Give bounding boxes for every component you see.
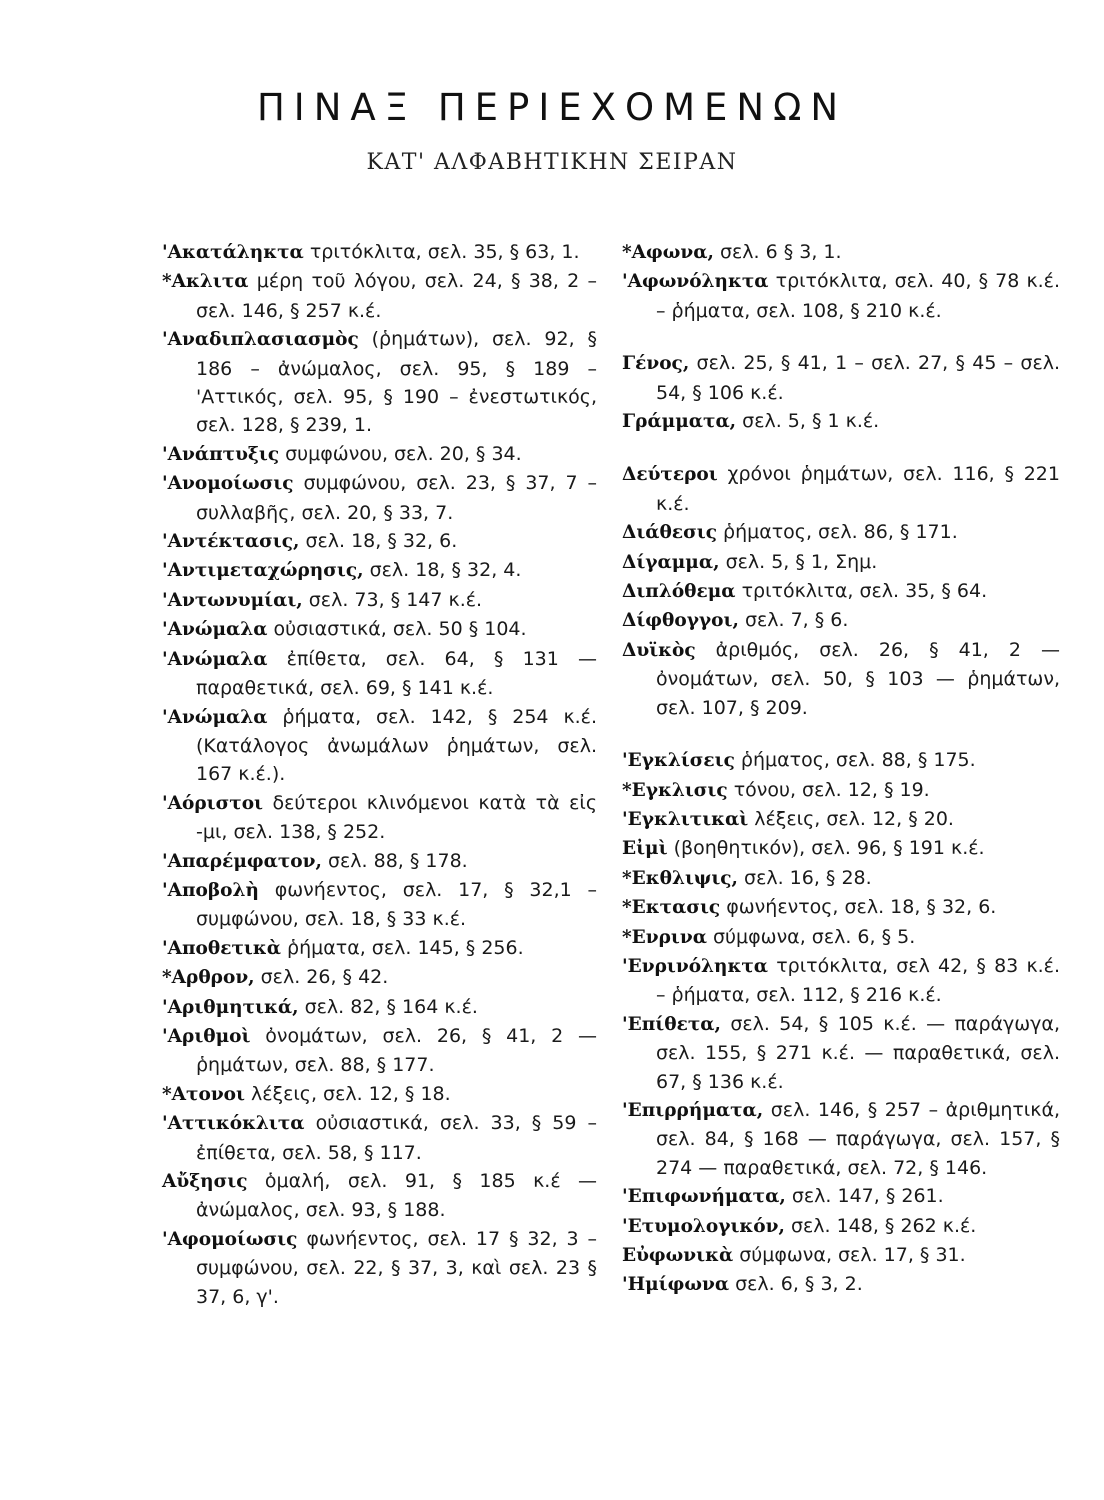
entry-references: ἀριθμός, σελ. 26, § 41, 2 — ὀνομάτων, σελ. 50, § 103 — ῥημάτων, σελ. 107, § 209.: [656, 638, 1060, 719]
entry-headword: 'Ανάπτυξις: [162, 443, 280, 465]
entry-headword: Δεύτεροι: [622, 464, 718, 486]
entry-headword: Γράμματα,: [622, 411, 737, 433]
entry-headword: 'Επιρρήματα,: [622, 1099, 764, 1121]
entry-headword: Εἰμὶ: [622, 838, 668, 860]
entry-references: σελ. 7, § 6.: [744, 609, 849, 632]
entry-references: τριτόκλιτα, σελ. 35, § 63, 1.: [309, 241, 580, 263]
entry-references: σελ. 6 § 3, 1.: [719, 241, 842, 263]
entry-headword: *Ακλιτα: [162, 271, 249, 293]
index-entry: [162, 876, 597, 934]
entry-headword: *Εκτασις: [622, 897, 721, 919]
entry-headword: 'Αφομοίωσις: [162, 1228, 298, 1250]
entry-headword: 'Επιφωνήματα,: [622, 1186, 786, 1208]
index-entry: [622, 349, 1060, 407]
index-entry: [622, 776, 1060, 805]
index-entry: [162, 469, 597, 527]
entry-headword: Εὐφωνικὰ: [622, 1245, 734, 1266]
entry-headword: 'Αντιμεταχώρησις,: [162, 560, 364, 582]
index-entry: [162, 1225, 597, 1311]
section-gap: [622, 436, 1060, 460]
entry-references: (βοηθητικόν), σελ. 96, § 191 κ.έ.: [673, 837, 985, 860]
page-subtitle: ΚΑΤ' ΑΛΦΑΒΗΤΙΚΗΝ ΣΕΙΡΑΝ: [366, 150, 738, 175]
entry-references: μέρη τοῦ λόγου, σελ. 24, § 38, 2 – σελ. 146, § 257 κ.έ.: [196, 270, 597, 322]
entry-headword: 'Αναδιπλασιασμὸς: [162, 329, 359, 351]
entry-headword: 'Αντέκτασις,: [162, 531, 300, 553]
entry-headword: 'Αριθμοὶ: [162, 1025, 251, 1047]
entry-headword: 'Ανομοίωσις: [162, 473, 294, 495]
entry-headword: Διάθεσις: [622, 522, 717, 544]
entry-references: ἐπίθετα, σελ. 64, § 131 — παραθετικά, σελ. 69, § 141 κ.έ.: [196, 647, 597, 700]
entry-headword: *Εγκλισις: [622, 779, 728, 801]
index-entry: [622, 923, 1060, 952]
entry-headword: *Ατονοι: [162, 1083, 245, 1105]
entry-headword: 'Αποθετικὰ: [162, 937, 281, 959]
index-entry: [162, 934, 597, 963]
entry-headword: Δυϊκὸς: [622, 639, 696, 661]
entry-headword: 'Ανώμαλα: [162, 706, 268, 728]
index-entry: [162, 1167, 597, 1225]
entry-references: τριτόκλιτα, σελ 42, § 83 κ.έ. – ῥήματα, σελ. 112, § 216 κ.έ.: [656, 954, 1060, 1007]
entry-references: σελ. 18, § 32, 4.: [369, 559, 522, 582]
index-entry: [622, 1241, 1060, 1270]
index-entry: [162, 645, 597, 703]
index-entry: [622, 1182, 1060, 1211]
index-entry: [162, 963, 597, 992]
section-gap: [622, 325, 1060, 349]
index-entry: [622, 893, 1060, 922]
index-entry: [162, 1022, 597, 1080]
index-column-left: [162, 238, 597, 1311]
index-entry: [622, 460, 1060, 518]
entry-headword: *Αρθρον,: [162, 967, 255, 989]
index-entry: [162, 1080, 597, 1109]
index-entry: [622, 1096, 1060, 1182]
entry-headword: Δίγαμμα,: [622, 551, 720, 573]
entry-references: σελ. 148, § 262 κ.έ.: [790, 1214, 977, 1237]
index-entry: [162, 527, 597, 556]
entry-references: σελ. 25, § 41, 1 – σελ. 27, § 45 – σελ. 54, § 106 κ.έ.: [656, 352, 1061, 404]
entry-headword: 'Ανώμαλα: [162, 648, 268, 670]
entry-headword: Δίφθογγοι,: [622, 610, 739, 632]
entry-references: ὀνομάτων, σελ. 26, § 41, 2 — ῥημάτων, σελ. 88, § 177.: [196, 1024, 597, 1077]
entry-references: φωνήεντος, σελ. 18, § 32, 6.: [726, 896, 997, 919]
entry-references: τριτόκλιτα, σελ. 35, § 64.: [741, 580, 988, 603]
index-entry: [622, 577, 1060, 606]
entry-references: σελ. 18, § 32, 6.: [305, 530, 458, 553]
entry-headword: 'Αποβολὴ: [162, 879, 259, 901]
entry-headword: 'Αντωνυμίαι,: [162, 589, 303, 611]
index-entry: [162, 238, 597, 267]
entry-references: ῥήματα, σελ. 145, § 256.: [287, 936, 524, 959]
entry-references: λέξεις, σελ. 12, § 20.: [754, 807, 954, 830]
index-entry: [622, 238, 1060, 267]
entry-references: ῥήματος, σελ. 88, § 175.: [740, 749, 976, 772]
entry-headword: 'Εγκλιτικαὶ: [622, 808, 749, 830]
entry-references: σύμφωνα, σελ. 6, § 5.: [713, 925, 916, 948]
entry-references: σελ. 6, § 3, 2.: [735, 1273, 863, 1296]
entry-references: φωνήεντος, σελ. 17, § 32,1 – συμφώνου, σελ. 18, § 33 κ.έ.: [196, 878, 597, 931]
entry-headword: 'Εγκλίσεις: [622, 750, 735, 772]
index-entry: [162, 1109, 597, 1167]
index-entry: [622, 407, 1060, 436]
entry-references: οὐσιαστικά, σελ. 33, § 59 – ἐπίθετα, σελ. 58, § 117.: [196, 1112, 597, 1164]
entry-headword: Γένος,: [622, 353, 690, 375]
page-title: ΠΙΝΑΞ ΠΕΡΙΕΧΟΜΕΝΩΝ: [256, 86, 848, 129]
entry-headword: 'Ενρινόληκτα: [622, 955, 769, 977]
index-entry: [162, 440, 597, 469]
entry-references: σελ. 147, § 261.: [791, 1185, 944, 1208]
index-entry: [622, 834, 1060, 863]
index-entry: [162, 615, 597, 644]
entry-headword: Διπλόθεμα: [622, 581, 736, 603]
index-entry: [162, 267, 597, 325]
entry-headword: 'Ετυμολογικόν,: [622, 1215, 785, 1237]
index-entry: [622, 518, 1060, 547]
index-entry: [622, 952, 1060, 1010]
entry-references: τόνου, σελ. 12, § 19.: [733, 778, 930, 801]
entry-references: σελ. 26, § 42.: [260, 966, 389, 989]
entry-references: τριτόκλιτα, σελ. 40, § 78 κ.έ. – ῥήματα, σελ. 108, § 210 κ.έ.: [656, 270, 1060, 322]
entry-references: λέξεις, σελ. 12, § 18.: [251, 1082, 451, 1105]
index-entry: [162, 325, 597, 440]
entry-references: σελ. 146, § 257 – ἀριθμητικά, σελ. 84, § 168 — παράγωγα, σελ. 157, § 274 — παραθετικά, σελ. 72, § 146.: [656, 1098, 1061, 1179]
index-entry: [622, 548, 1060, 577]
index-entry: [162, 847, 597, 876]
index-entry: [622, 636, 1060, 722]
index-entry: [162, 703, 597, 789]
index-entry: [622, 267, 1060, 325]
entry-headword: Αὔξησις: [162, 1171, 248, 1192]
entry-headword: *Αφωνα,: [622, 242, 714, 263]
entry-headword: 'Απαρέμφατον,: [162, 850, 322, 872]
entry-headword: 'Αόριστοι: [162, 792, 263, 814]
index-entry: [622, 1270, 1060, 1299]
entry-references: σελ. 82, § 164 κ.έ.: [304, 995, 478, 1018]
entry-references: συμφώνου, σελ. 23, § 37, 7 – συλλαβῆς, σελ. 20, § 33, 7.: [196, 472, 597, 524]
entry-references: δεύτεροι κλινόμενοι κατὰ τὰ εἰς -μι, σελ. 138, § 252.: [196, 791, 597, 844]
index-entry: [622, 1010, 1060, 1096]
index-column-right: [622, 238, 1060, 1300]
entry-references: ὁμαλή, σελ. 91, § 185 κ.έ — ἀνώμαλος, σελ. 93, § 188.: [196, 1170, 597, 1222]
entry-headword: *Ενρινα: [622, 926, 707, 948]
entry-references: συμφώνου, σελ. 20, § 34.: [285, 442, 522, 465]
entry-references: χρόνοι ῥημάτων, σελ. 116, § 221 κ.έ.: [656, 463, 1060, 515]
entry-references: σελ. 88, § 178.: [327, 849, 468, 872]
index-entry: [162, 556, 597, 585]
entry-references: σελ. 54, § 105 κ.έ. — παράγωγα, σελ. 155, § 271 κ.έ. — παραθετικά, σελ. 67, § 136 κ.έ.: [656, 1012, 1060, 1093]
entry-headword: *Εκθλιψις,: [622, 867, 738, 889]
entry-references: σελ. 73, § 147 κ.έ.: [308, 588, 483, 611]
entry-references: οὐσιαστικά, σελ. 50 § 104.: [273, 618, 527, 641]
entry-references: σύμφωνα, σελ. 17, § 31.: [739, 1244, 966, 1266]
entry-headword: 'Επίθετα,: [622, 1013, 721, 1035]
entry-references: σελ. 16, § 28.: [744, 866, 872, 889]
entry-headword: 'Ακατάληκτα: [162, 242, 304, 263]
entry-references: (ῥημάτων), σελ. 92, § 186 – ἀνώμαλος, σελ. 95, § 189 – 'Αττικός, σελ. 95, § 190 – ἐνεστωτικός, σελ. 128, § 239, 1.: [196, 328, 597, 437]
index-entry: [162, 586, 597, 615]
entry-headword: 'Ανώμαλα: [162, 619, 268, 641]
index-entry: [162, 789, 597, 847]
entry-references: σελ. 5, § 1 κ.έ.: [742, 410, 880, 433]
index-entry: [622, 864, 1060, 893]
entry-references: ῥήματα, σελ. 142, § 254 κ.έ. (Κατάλογος ἀνωμάλων ῥημάτων, σελ. 167 κ.έ.).: [196, 705, 597, 786]
index-entry: [622, 1212, 1060, 1241]
entry-references: φωνήεντος, σελ. 17 § 32, 3 – συμφώνου, σελ. 22, § 37, 3, καὶ σελ. 23 § 37, 6, γ'.: [196, 1227, 597, 1308]
section-gap: [622, 722, 1060, 746]
entry-references: ῥήματος, σελ. 86, § 171.: [723, 521, 958, 544]
entry-references: σελ. 5, § 1, Σημ.: [725, 550, 878, 573]
entry-headword: 'Αττικόκλιτα: [162, 1113, 305, 1135]
entry-headword: 'Αριθμητικά,: [162, 996, 299, 1018]
index-entry: [622, 606, 1060, 635]
index-entry: [622, 746, 1060, 775]
entry-headword: 'Ημίφωνα: [622, 1274, 730, 1296]
entry-headword: 'Αφωνόληκτα: [622, 271, 769, 293]
index-entry: [162, 993, 597, 1022]
index-entry: [622, 805, 1060, 834]
